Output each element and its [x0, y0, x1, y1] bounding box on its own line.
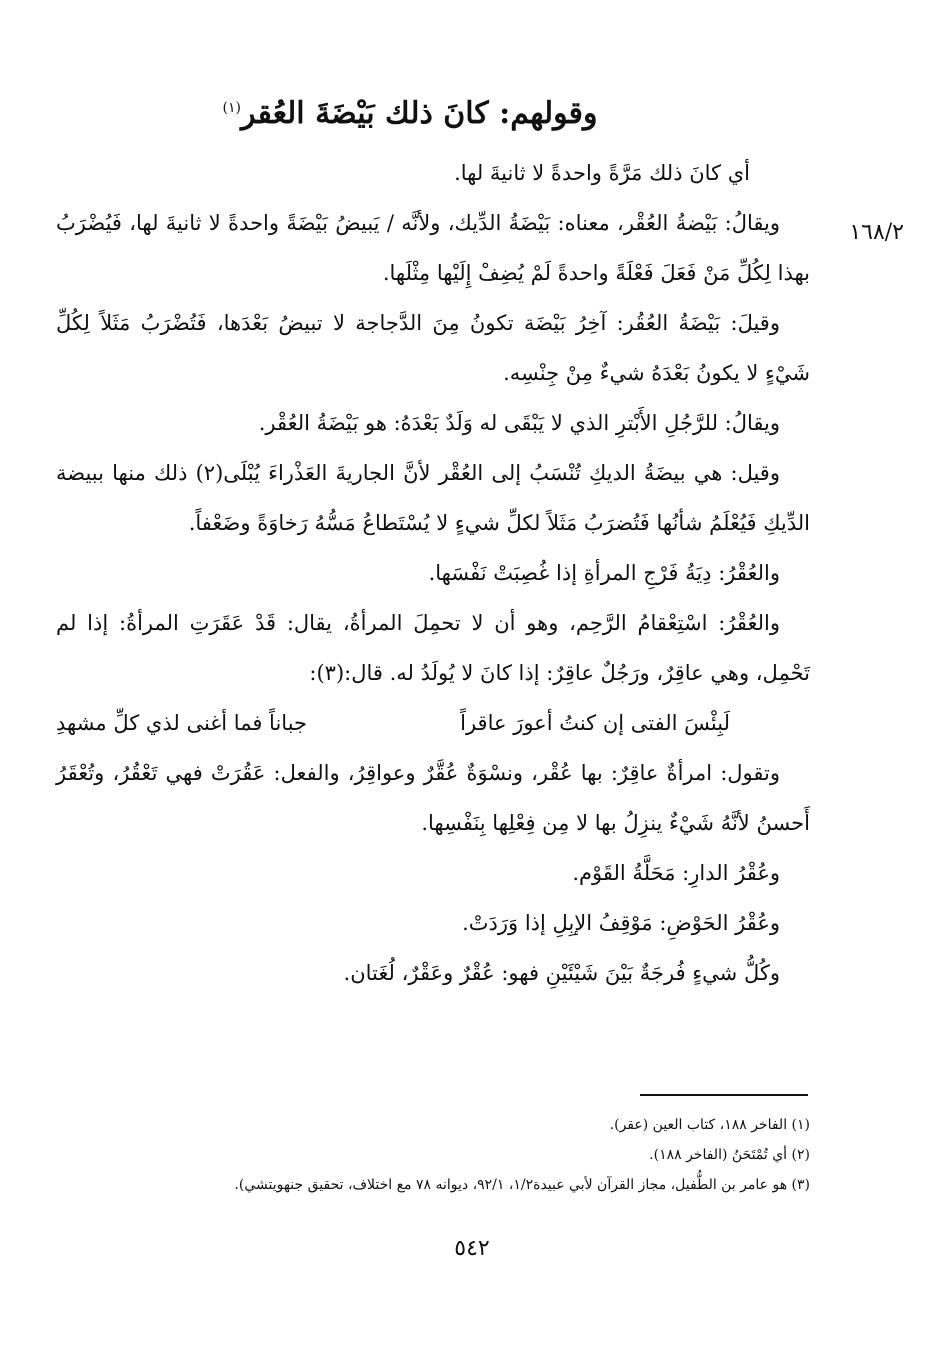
footnote: (١) الفاخر ١٨٨، كتاب العين (عقر).: [609, 1117, 810, 1133]
paragraph: وتقول: امرأةٌ عاقِرٌ: بها عُقْر، ونسْوَةٌ عُقَّرٌ وعواقِرُ، والفعل: عَقُرَتْ فهي تَعْقُرُ، وتُعْقَرُ أَحسنُ لأنَّهُ شَيْءٌ ينزِلُ بها لا مِن فِعْلِها بِنَفْسِها.: [56, 761, 810, 835]
title-footnote-marker: (١): [222, 100, 241, 116]
page-title: [150, 78, 670, 144]
verse-hemistich-second: جباناً فما أغنى لذي كلِّ مشهدِ: [56, 711, 308, 735]
paragraph: وعُقْرُ الدارِ: مَحَلَّةُ القَوْم.: [572, 861, 780, 885]
paragraph: وقيل: هي بيضَةُ الديكِ تُنْسَبُ إلى العُقْر لأنَّ الجاريةَ العَذْراءَ يُبْلَى(٢) ذلك منها ببيضة الدِّيكِ فَيُعْلَمُ شأنُها فَتُضرَبُ مَثَلاً لكلِّ شيءٍ لا يُسْتَطاعُ مَسُّهُ رَخاوَةً وضَعْفاً.: [56, 461, 810, 535]
body-text: [56, 148, 810, 998]
footnote: (٢) أي تُمْتَحَنُ (الفاخر ١٨٨).: [649, 1147, 810, 1163]
paragraph: والعُقْرُ: دِيَةُ فَرْجِ المرأةِ إذا غُصِبَتْ نَفْسَها.: [428, 561, 780, 585]
footnote-divider: [640, 1094, 808, 1096]
footnotes: [56, 1110, 810, 1200]
paragraph: ويقالُ: للرَّجُلِ الأَبْترِ الذي لا يَبْقَى له وَلَدٌ بَعْدَهُ: هو بَيْضَةُ العُقْر.: [258, 411, 780, 435]
paragraph: وعُقْرُ الحَوْضِ: مَوْقِفُ الإبِلِ إذا وَرَدَتْ.: [462, 911, 780, 935]
paragraph: ويقالُ: بَيْضةُ العُقْر، معناه: بَيْضَةُ الدِّيك، ولأنَّه / يَبيضُ بَيْضَةً واحدةً لا ثانيةَ لها، فَيُضْرَبُ بهذا لِكُلِّ مَنْ فَعَلَ فَعْلَةً واحدةً لَمْ يُضِفْ إِلَيْها مِثْلَها.: [56, 211, 810, 285]
footnote: (٣) هو عامر بن الطُّفيل، مجاز القرآن لأبي عبيدة١/٢، ٩٢/١، ديوانه ٧٨ مع اختلاف، تحقيق جنهويتشي).: [234, 1177, 810, 1193]
verse-hemistich-first: لَبِئْسَ الفتى إن كنتُ أعورَ عاقراً: [460, 711, 730, 735]
paragraph: والعُقْرُ: اسْتِعْقامُ الرَّحِم، وهو أن لا تحمِلَ المرأةُ، يقال: قَدْ عَقَرَتِ المرأةُ: إذا لم تَحْمِل، وهي عاقِرٌ، ورَجُلٌ عاقِرٌ: إذا كانَ لا يُولَدُ له. قال:(٣):: [56, 611, 810, 685]
paragraph: أي كانَ ذلك مَرَّةً واحدةً لا ثانيةَ لها.: [454, 161, 750, 185]
paragraph: وقيلَ: بَيْضَةُ العُقُر: آخِرُ بَيْضَة تكونُ مِنَ الدَّجاجة لا تبيضُ بَعْدَها، فَتُضْرَبُ مَثَلاً لِكُلِّ شَيْءٍ لا يكونُ بَعْدَهُ شيءٌ مِنْ جِنْسِه.: [56, 311, 810, 385]
margin-reference: ١٦٨/٢: [849, 220, 904, 245]
page-number: ٥٤٢: [454, 1236, 490, 1261]
paragraph: وكُلُّ شيءٍ فُرجَةٌ بَيْنَ شَيْئَيْنِ فهو: عُقْرٌ وعَقْرٌ، لُغَتان.: [343, 961, 780, 985]
poetry-verse: [56, 698, 810, 748]
title-text: وقولهم: كانَ ذلك بَيْضَةَ العُقر: [240, 96, 598, 131]
